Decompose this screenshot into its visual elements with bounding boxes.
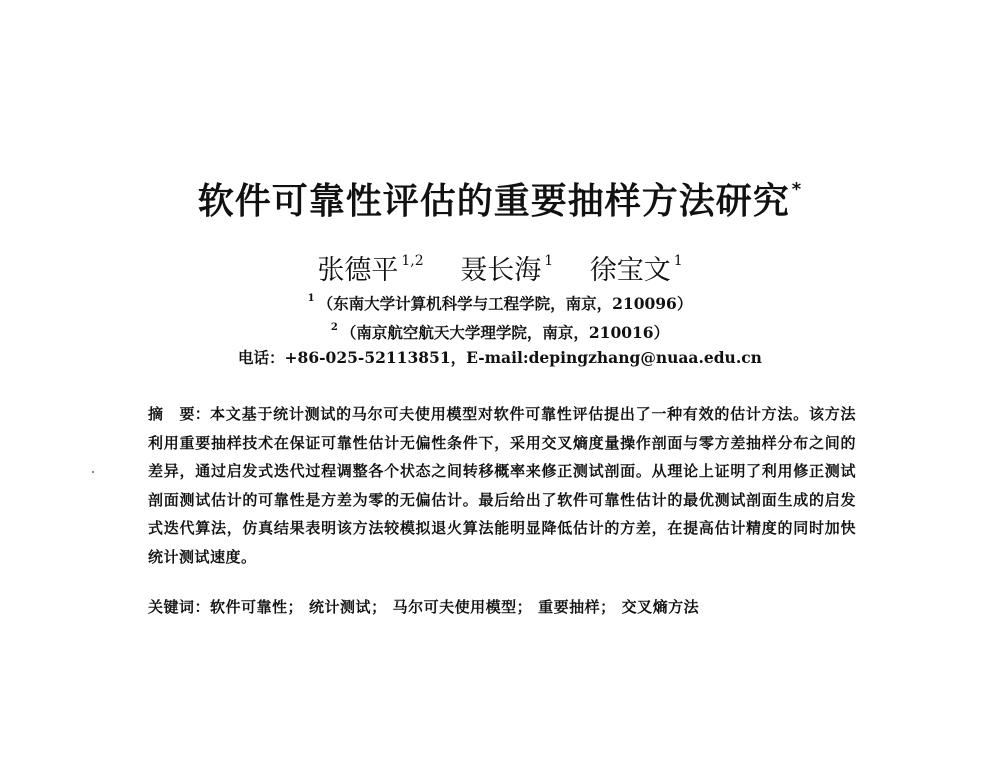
abstract-label: 摘 要： [148, 405, 211, 423]
abstract-text: 本文基于统计测试的马尔可夫使用模型对软件可靠性评估提出了一种有效的估计方法。该方法利用重要抽样技术在保证可靠性估计无偏性条件下，采用交叉熵度量操作剖面与零方差抽样分布之间的差异，通过启发式迭代过程调整各个状态之间转移概率来修正测试剖面。从理论上证明了利用修正测试剖面测试估计的可靠性是方差为零的无偏估计。最后给出了软件可靠性估计的最优测试剖面生成的启发式迭代算法，仿真结果表明该方法较模拟退火算法能明显降低估计的方差，在提高估计精度的同时加快统计测试速度。 [148, 405, 856, 566]
author [317, 244, 423, 288]
affiliation [0, 318, 1000, 343]
keyword-item: 软件可靠性 [210, 598, 288, 616]
author-list [0, 244, 1000, 288]
scan-speck [92, 471, 94, 473]
author-affiliation-mark: 1 [544, 253, 554, 269]
keyword-item: 马尔可夫使用模型 [392, 598, 517, 616]
keyword-item: 重要抽样 [538, 598, 601, 616]
author-name: 张德平 [317, 255, 399, 286]
author [590, 244, 683, 288]
paper-title [0, 168, 1000, 224]
keyword-item: 统计测试 [309, 598, 372, 616]
affiliation-text: （南京航空航天大学理学院，南京，210016） [340, 323, 670, 342]
contact-line: 电话：+86-025-52113851，E-mail:depingzhang@nuaa.edu.cn [238, 348, 762, 367]
keyword-item: 交叉熵方法 [621, 598, 700, 616]
title-footnote-mark: * [791, 179, 803, 200]
author-affiliation-mark: 1 [673, 253, 683, 269]
keywords: 关键词：软件可靠性； 统计测试； 马尔可夫使用模型； 重要抽样； 交叉熵方法 [148, 598, 700, 616]
affiliation [0, 289, 1000, 314]
author-name: 徐宝文 [589, 255, 671, 286]
author-affiliation-mark: 1,2 [401, 253, 424, 269]
affiliation-mark: 2 [330, 322, 338, 333]
abstract [148, 400, 856, 572]
affiliation-mark: 1 [307, 293, 315, 304]
author-name: 聂长海 [460, 255, 542, 286]
affiliation-text: （东南大学计算机科学与工程学院，南京，210096） [317, 294, 693, 313]
author [460, 244, 553, 288]
title-text: 软件可靠性评估的重要抽样方法研究 [197, 181, 790, 222]
keywords-label: 关键词： [148, 598, 211, 616]
